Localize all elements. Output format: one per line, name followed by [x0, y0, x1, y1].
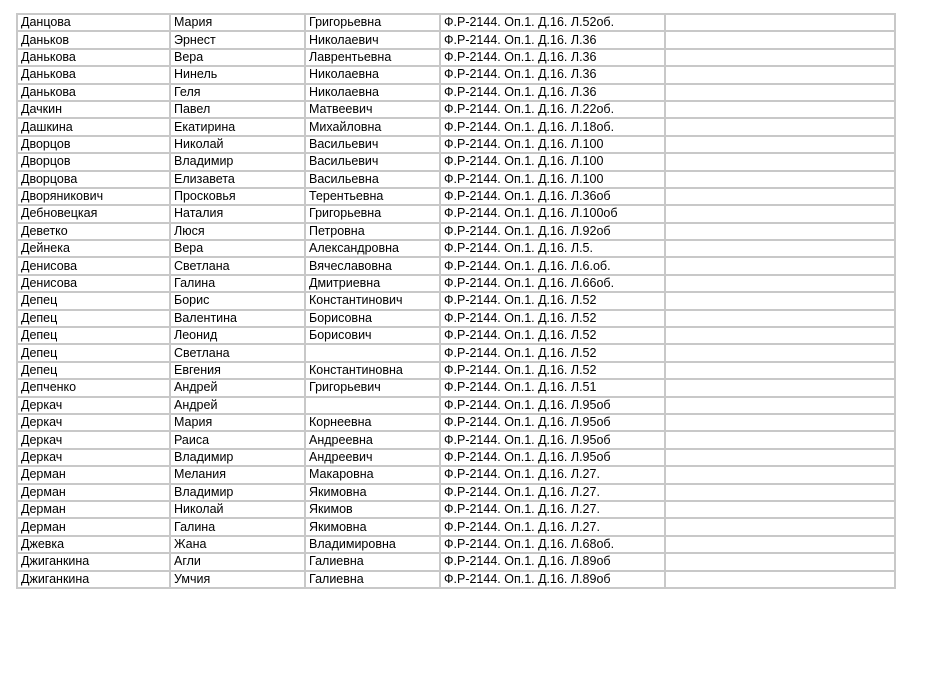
first-name-cell: Геля: [170, 84, 305, 101]
patronymic-cell: Александровна: [305, 240, 440, 257]
patronymic-cell: Корнеевна: [305, 414, 440, 431]
empty-cell: [665, 223, 895, 240]
surname-cell: Джевка: [17, 536, 170, 553]
surname-cell: Дерман: [17, 484, 170, 501]
empty-cell: [665, 31, 895, 48]
table-row: [17, 449, 895, 466]
empty-cell: [665, 449, 895, 466]
empty-cell: [665, 275, 895, 292]
archive-reference-cell: Ф.Р-2144. Оп.1. Д.16. Л.95об: [440, 431, 665, 448]
empty-cell: [665, 536, 895, 553]
patronymic-cell: Григорьевна: [305, 14, 440, 31]
surname-cell: Дебновецкая: [17, 205, 170, 222]
archive-reference-cell: Ф.Р-2144. Оп.1. Д.16. Л.100: [440, 171, 665, 188]
table-row: [17, 379, 895, 396]
table-row: [17, 84, 895, 101]
archive-reference-cell: Ф.Р-2144. Оп.1. Д.16. Л.6.об.: [440, 257, 665, 274]
first-name-cell: Вера: [170, 49, 305, 66]
surname-cell: Дейнека: [17, 240, 170, 257]
surname-cell: Денисова: [17, 275, 170, 292]
table-row: [17, 257, 895, 274]
first-name-cell: Андрей: [170, 379, 305, 396]
patronymic-cell: Васильевна: [305, 171, 440, 188]
patronymic-cell: Дмитриевна: [305, 275, 440, 292]
first-name-cell: Мелания: [170, 466, 305, 483]
archive-reference-cell: Ф.Р-2144. Оп.1. Д.16. Л.68об.: [440, 536, 665, 553]
patronymic-cell: Петровна: [305, 223, 440, 240]
empty-cell: [665, 84, 895, 101]
patronymic-cell: Борисовна: [305, 310, 440, 327]
patronymic-cell: Якимов: [305, 501, 440, 518]
table-row: [17, 292, 895, 309]
patronymic-cell: Терентьевна: [305, 188, 440, 205]
patronymic-cell: Константинович: [305, 292, 440, 309]
empty-cell: [665, 431, 895, 448]
first-name-cell: Борис: [170, 292, 305, 309]
patronymic-cell: Лаврентьевна: [305, 49, 440, 66]
first-name-cell: Николай: [170, 136, 305, 153]
first-name-cell: Павел: [170, 101, 305, 118]
patronymic-cell: Андреевна: [305, 431, 440, 448]
archive-reference-cell: Ф.Р-2144. Оп.1. Д.16. Л.89об: [440, 553, 665, 570]
archive-reference-cell: Ф.Р-2144. Оп.1. Д.16. Л.27.: [440, 518, 665, 535]
empty-cell: [665, 484, 895, 501]
surname-cell: Деркач: [17, 414, 170, 431]
surname-cell: Дворцов: [17, 153, 170, 170]
surname-cell: Данькова: [17, 66, 170, 83]
patronymic-cell: Якимовна: [305, 484, 440, 501]
surname-cell: Даньков: [17, 31, 170, 48]
archive-reference-cell: Ф.Р-2144. Оп.1. Д.16. Л.36: [440, 84, 665, 101]
first-name-cell: Николай: [170, 501, 305, 518]
empty-cell: [665, 240, 895, 257]
empty-cell: [665, 571, 895, 588]
archive-reference-cell: Ф.Р-2144. Оп.1. Д.16. Л.95об: [440, 414, 665, 431]
patronymic-cell: Григорьевна: [305, 205, 440, 222]
surname-cell: Депченко: [17, 379, 170, 396]
patronymic-cell: Вячеславовна: [305, 257, 440, 274]
first-name-cell: Владимир: [170, 484, 305, 501]
archive-reference-cell: Ф.Р-2144. Оп.1. Д.16. Л.51: [440, 379, 665, 396]
patronymic-cell: Григорьевич: [305, 379, 440, 396]
surname-cell: Денисова: [17, 257, 170, 274]
table-row: [17, 205, 895, 222]
archive-reference-cell: Ф.Р-2144. Оп.1. Д.16. Л.92об: [440, 223, 665, 240]
archive-reference-cell: Ф.Р-2144. Оп.1. Д.16. Л.100: [440, 153, 665, 170]
surname-cell: Депец: [17, 344, 170, 361]
table-row: [17, 484, 895, 501]
table-row: [17, 14, 895, 31]
surname-cell: Деркач: [17, 397, 170, 414]
archive-reference-cell: Ф.Р-2144. Оп.1. Д.16. Л.52: [440, 310, 665, 327]
empty-cell: [665, 136, 895, 153]
table-row: [17, 118, 895, 135]
table-row: [17, 414, 895, 431]
patronymic-cell: Андреевич: [305, 449, 440, 466]
archive-reference-cell: Ф.Р-2144. Оп.1. Д.16. Л.95об: [440, 449, 665, 466]
first-name-cell: Владимир: [170, 449, 305, 466]
surname-cell: Дачкин: [17, 101, 170, 118]
empty-cell: [665, 118, 895, 135]
empty-cell: [665, 397, 895, 414]
first-name-cell: Вера: [170, 240, 305, 257]
first-name-cell: Жана: [170, 536, 305, 553]
empty-cell: [665, 14, 895, 31]
patronymic-cell: Матвеевич: [305, 101, 440, 118]
first-name-cell: Мария: [170, 414, 305, 431]
empty-cell: [665, 205, 895, 222]
table-row: [17, 240, 895, 257]
table-row: [17, 518, 895, 535]
empty-cell: [665, 327, 895, 344]
first-name-cell: Просковья: [170, 188, 305, 205]
first-name-cell: Галина: [170, 518, 305, 535]
surname-cell: Дерман: [17, 518, 170, 535]
surname-cell: Деветко: [17, 223, 170, 240]
patronymic-cell: Николаевич: [305, 31, 440, 48]
first-name-cell: Галина: [170, 275, 305, 292]
table-row: [17, 431, 895, 448]
archive-reference-cell: Ф.Р-2144. Оп.1. Д.16. Л.36об: [440, 188, 665, 205]
surname-cell: Дерман: [17, 501, 170, 518]
first-name-cell: Леонид: [170, 327, 305, 344]
archive-reference-cell: Ф.Р-2144. Оп.1. Д.16. Л.100: [440, 136, 665, 153]
patronymic-cell: Галиевна: [305, 553, 440, 570]
archive-reference-cell: Ф.Р-2144. Оп.1. Д.16. Л.18об.: [440, 118, 665, 135]
empty-cell: [665, 292, 895, 309]
surname-cell: Дворяникович: [17, 188, 170, 205]
surname-cell: Депец: [17, 292, 170, 309]
table-row: [17, 31, 895, 48]
table-row: [17, 553, 895, 570]
patronymic-cell: Васильевич: [305, 153, 440, 170]
surname-cell: Депец: [17, 327, 170, 344]
archive-reference-cell: Ф.Р-2144. Оп.1. Д.16. Л.36: [440, 31, 665, 48]
empty-cell: [665, 188, 895, 205]
patronymic-cell: [305, 344, 440, 361]
surname-cell: Депец: [17, 310, 170, 327]
patronymic-cell: [305, 397, 440, 414]
surname-cell: Деркач: [17, 431, 170, 448]
surname-cell: Дворцов: [17, 136, 170, 153]
surname-cell: Данькова: [17, 49, 170, 66]
archive-reference-cell: Ф.Р-2144. Оп.1. Д.16. Л.52: [440, 362, 665, 379]
archive-reference-cell: Ф.Р-2144. Оп.1. Д.16. Л.36: [440, 66, 665, 83]
empty-cell: [665, 553, 895, 570]
patronymic-cell: Михайловна: [305, 118, 440, 135]
first-name-cell: Эрнест: [170, 31, 305, 48]
archive-reference-cell: Ф.Р-2144. Оп.1. Д.16. Л.22об.: [440, 101, 665, 118]
table-row: [17, 327, 895, 344]
table-row: [17, 571, 895, 588]
table-row: [17, 275, 895, 292]
patronymic-cell: Николаевна: [305, 66, 440, 83]
empty-cell: [665, 379, 895, 396]
archive-reference-cell: Ф.Р-2144. Оп.1. Д.16. Л.95об: [440, 397, 665, 414]
archive-reference-cell: Ф.Р-2144. Оп.1. Д.16. Л.27.: [440, 501, 665, 518]
surname-cell: Деркач: [17, 449, 170, 466]
empty-cell: [665, 344, 895, 361]
archive-reference-cell: Ф.Р-2144. Оп.1. Д.16. Л.5.: [440, 240, 665, 257]
patronymic-cell: Николаевна: [305, 84, 440, 101]
patronymic-cell: Якимовна: [305, 518, 440, 535]
archive-reference-cell: Ф.Р-2144. Оп.1. Д.16. Л.66об.: [440, 275, 665, 292]
patronymic-cell: Владимировна: [305, 536, 440, 553]
first-name-cell: Светлана: [170, 344, 305, 361]
first-name-cell: Владимир: [170, 153, 305, 170]
archive-reference-cell: Ф.Р-2144. Оп.1. Д.16. Л.27.: [440, 484, 665, 501]
first-name-cell: Валентина: [170, 310, 305, 327]
patronymic-cell: Галиевна: [305, 571, 440, 588]
table-row: [17, 188, 895, 205]
archive-reference-cell: Ф.Р-2144. Оп.1. Д.16. Л.52: [440, 344, 665, 361]
first-name-cell: Мария: [170, 14, 305, 31]
table-row: [17, 223, 895, 240]
empty-cell: [665, 101, 895, 118]
first-name-cell: Агли: [170, 553, 305, 570]
table-row: [17, 66, 895, 83]
empty-cell: [665, 66, 895, 83]
table-row: [17, 344, 895, 361]
table-row: [17, 153, 895, 170]
empty-cell: [665, 49, 895, 66]
empty-cell: [665, 171, 895, 188]
first-name-cell: Раиса: [170, 431, 305, 448]
patronymic-cell: Борисович: [305, 327, 440, 344]
empty-cell: [665, 501, 895, 518]
archive-reference-cell: Ф.Р-2144. Оп.1. Д.16. Л.89об: [440, 571, 665, 588]
table-row: [17, 536, 895, 553]
empty-cell: [665, 466, 895, 483]
empty-cell: [665, 362, 895, 379]
archive-reference-cell: Ф.Р-2144. Оп.1. Д.16. Л.52об.: [440, 14, 665, 31]
empty-cell: [665, 153, 895, 170]
first-name-cell: Андрей: [170, 397, 305, 414]
empty-cell: [665, 518, 895, 535]
surname-cell: Данцова: [17, 14, 170, 31]
surname-cell: Джиганкина: [17, 553, 170, 570]
first-name-cell: Люся: [170, 223, 305, 240]
patronymic-cell: Васильевич: [305, 136, 440, 153]
empty-cell: [665, 310, 895, 327]
archive-reference-cell: Ф.Р-2144. Оп.1. Д.16. Л.27.: [440, 466, 665, 483]
first-name-cell: Екатирина: [170, 118, 305, 135]
first-name-cell: Елизавета: [170, 171, 305, 188]
surname-cell: Дворцова: [17, 171, 170, 188]
table-row: [17, 362, 895, 379]
empty-cell: [665, 414, 895, 431]
archive-reference-cell: Ф.Р-2144. Оп.1. Д.16. Л.100об: [440, 205, 665, 222]
first-name-cell: Умчия: [170, 571, 305, 588]
archive-reference-cell: Ф.Р-2144. Оп.1. Д.16. Л.36: [440, 49, 665, 66]
first-name-cell: Светлана: [170, 257, 305, 274]
patronymic-cell: Константиновна: [305, 362, 440, 379]
table-row: [17, 171, 895, 188]
table-row: [17, 466, 895, 483]
records-table: [16, 13, 896, 589]
records-sheet: [16, 13, 896, 589]
table-row: [17, 136, 895, 153]
records-table-body: [17, 14, 895, 588]
surname-cell: Данькова: [17, 84, 170, 101]
archive-reference-cell: Ф.Р-2144. Оп.1. Д.16. Л.52: [440, 292, 665, 309]
first-name-cell: Нинель: [170, 66, 305, 83]
surname-cell: Дерман: [17, 466, 170, 483]
first-name-cell: Наталия: [170, 205, 305, 222]
surname-cell: Депец: [17, 362, 170, 379]
table-row: [17, 501, 895, 518]
patronymic-cell: Макаровна: [305, 466, 440, 483]
surname-cell: Джиганкина: [17, 571, 170, 588]
table-row: [17, 101, 895, 118]
table-row: [17, 397, 895, 414]
first-name-cell: Евгения: [170, 362, 305, 379]
empty-cell: [665, 257, 895, 274]
archive-reference-cell: Ф.Р-2144. Оп.1. Д.16. Л.52: [440, 327, 665, 344]
surname-cell: Дашкина: [17, 118, 170, 135]
table-row: [17, 49, 895, 66]
table-row: [17, 310, 895, 327]
